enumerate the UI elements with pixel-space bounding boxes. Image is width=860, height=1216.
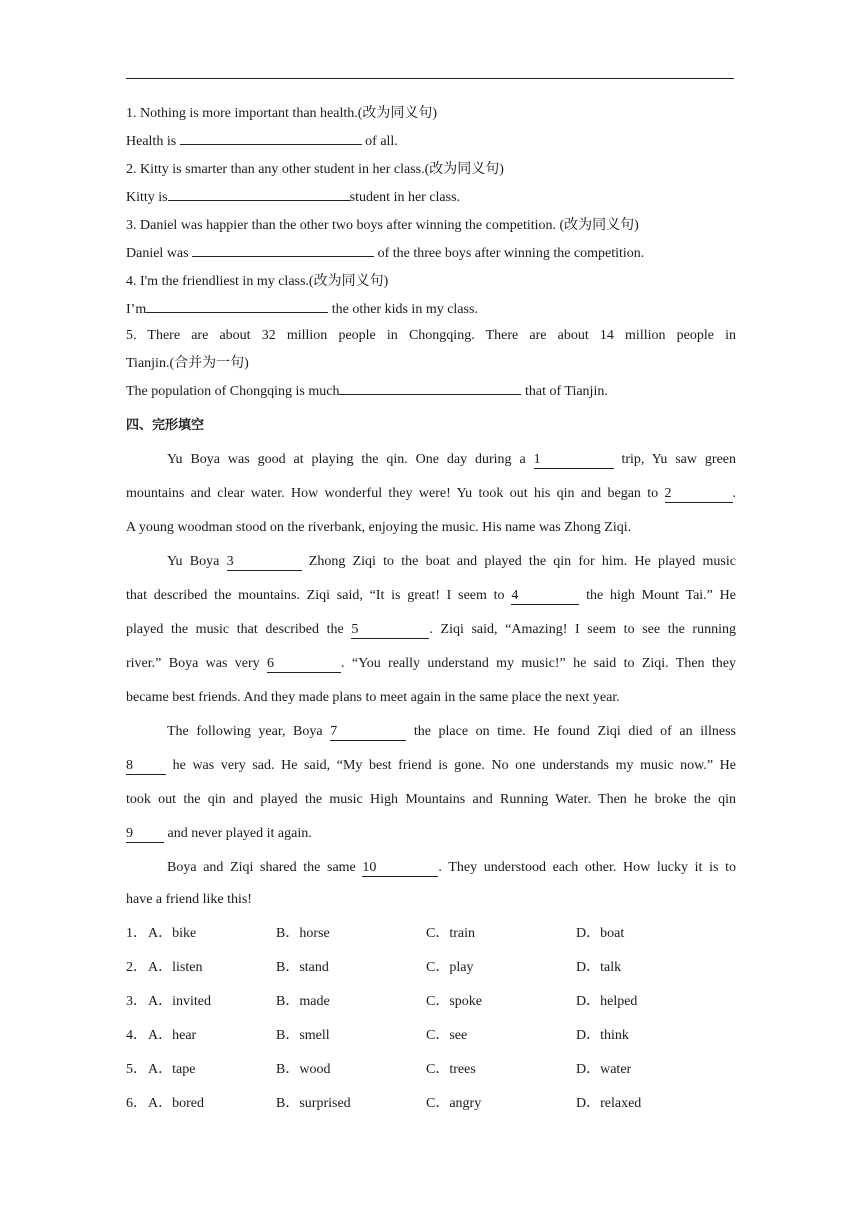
passage-line: Yu Boya 3 Zhong Ziqi to the boat and played the qin for him. He played music — [167, 554, 736, 569]
option-row — [126, 924, 736, 944]
option-a[interactable]: A．bored — [148, 1096, 204, 1111]
passage-line: played the music that described the 5 . Ziqi said, “Amazing! I seem to see the running — [126, 622, 736, 637]
option-c[interactable]: C．angry — [426, 1096, 482, 1111]
passage-line: Boya and Ziqi shared the same 10 . They understood each other. How lucky it is to — [167, 860, 736, 875]
header-rule — [126, 78, 734, 79]
section-heading: 四、完形填空 — [126, 418, 205, 433]
option-c[interactable]: C．train — [426, 926, 475, 941]
passage-line: 9 and never played it again. — [126, 826, 312, 841]
passage-line: Yu Boya was good at playing the qin. One day during a 1 trip, Yu saw green — [167, 452, 736, 467]
answer-blank-1[interactable] — [180, 144, 362, 145]
option-d[interactable]: D．water — [576, 1062, 632, 1077]
cloze-blank-6[interactable]: 6 — [267, 656, 341, 673]
rewrite-question-1: 1. Nothing is more important than health.(改为同义句) — [126, 106, 438, 121]
option-a[interactable]: A．listen — [148, 960, 203, 975]
cloze-blank-7[interactable]: 7 — [330, 724, 406, 741]
question-number: 1． — [126, 926, 147, 941]
answer-blank-3[interactable] — [192, 256, 374, 257]
answer-blank-4[interactable] — [146, 312, 328, 313]
option-row — [126, 992, 736, 1012]
option-d[interactable]: D．relaxed — [576, 1096, 642, 1111]
option-b[interactable]: B．made — [276, 994, 330, 1009]
option-d[interactable]: D．talk — [576, 960, 622, 975]
passage-line: mountains and clear water. How wonderful they were! Yu took out his qin and began to 2 . — [126, 486, 736, 501]
option-a[interactable]: A．tape — [148, 1062, 196, 1077]
option-row — [126, 1060, 736, 1080]
option-row — [126, 1094, 736, 1114]
cloze-blank-1[interactable]: 1 — [534, 452, 614, 469]
question-number: 4． — [126, 1028, 147, 1043]
rewrite-answer-4: I’m the other kids in my class. — [126, 302, 478, 317]
cloze-blank-10[interactable]: 10 — [362, 860, 438, 877]
rewrite-answer-3: Daniel was of the three boys after winning the competition. — [126, 246, 645, 261]
cloze-blank-5[interactable]: 5 — [351, 622, 429, 639]
passage-line: that described the mountains. Ziqi said, “It is great! I seem to 4 the high Mount Tai.” He — [126, 588, 737, 603]
rewrite-answer-5: The population of Chongqing is much that of Tianjin. — [126, 384, 608, 399]
option-b[interactable]: B．stand — [276, 960, 329, 975]
option-d[interactable]: D．boat — [576, 926, 625, 941]
option-row — [126, 958, 736, 978]
option-a[interactable]: A．hear — [148, 1028, 197, 1043]
rewrite-question-5-line-2: Tianjin.(合并为一句) — [126, 356, 249, 371]
cloze-blank-8[interactable]: 8 — [126, 758, 166, 775]
question-number: 2． — [126, 960, 147, 975]
option-c[interactable]: C．play — [426, 960, 474, 975]
option-a[interactable]: A．invited — [148, 994, 211, 1009]
passage-line: took out the qin and played the music High Mountains and Running Water. Then he broke the qin — [126, 792, 736, 807]
passage-line: A young woodman stood on the riverbank, enjoying the music. His name was Zhong Ziqi. — [126, 520, 632, 535]
rewrite-question-5-line-1: 5. There are about 32 million people in Chongqing. There are about 14 million people in — [126, 328, 736, 343]
answer-blank-2[interactable] — [168, 200, 350, 201]
passage-line: 8 he was very sad. He said, “My best friend is gone. No one understands my music now.” He — [126, 758, 736, 773]
cloze-blank-3[interactable]: 3 — [227, 554, 302, 571]
option-c[interactable]: C．trees — [426, 1062, 476, 1077]
question-number: 3． — [126, 994, 147, 1009]
option-d[interactable]: D．think — [576, 1028, 629, 1043]
option-a[interactable]: A．bike — [148, 926, 197, 941]
passage-line: have a friend like this! — [126, 892, 252, 907]
option-d[interactable]: D．helped — [576, 994, 638, 1009]
cloze-blank-4[interactable]: 4 — [511, 588, 579, 605]
option-b[interactable]: B．smell — [276, 1028, 330, 1043]
rewrite-answer-2: Kitty is student in her class. — [126, 190, 461, 205]
passage-line: became best friends. And they made plans to meet again in the same place the next year. — [126, 690, 620, 705]
option-b[interactable]: B．horse — [276, 926, 330, 941]
rewrite-question-4: 4. I'm the friendliest in my class.(改为同义句) — [126, 274, 389, 289]
passage-line: The following year, Boya 7 the place on time. He found Ziqi died of an illness — [167, 724, 736, 739]
option-c[interactable]: C．see — [426, 1028, 468, 1043]
cloze-blank-2[interactable]: 2 — [665, 486, 733, 503]
cloze-blank-9[interactable]: 9 — [126, 826, 164, 843]
option-b[interactable]: B．wood — [276, 1062, 331, 1077]
passage-line: river.” Boya was very 6 . “You really understand my music!” he said to Ziqi. Then they — [126, 656, 736, 671]
option-b[interactable]: B．surprised — [276, 1096, 351, 1111]
option-row — [126, 1026, 736, 1046]
option-c[interactable]: C．spoke — [426, 994, 482, 1009]
question-number: 6． — [126, 1096, 147, 1111]
rewrite-question-3: 3. Daniel was happier than the other two boys after winning the competition. (改为同义句) — [126, 218, 639, 233]
rewrite-question-2: 2. Kitty is smarter than any other student in her class.(改为同义句) — [126, 162, 504, 177]
rewrite-answer-1: Health is of all. — [126, 134, 398, 149]
question-number: 5． — [126, 1062, 147, 1077]
answer-blank-5[interactable] — [339, 394, 521, 395]
